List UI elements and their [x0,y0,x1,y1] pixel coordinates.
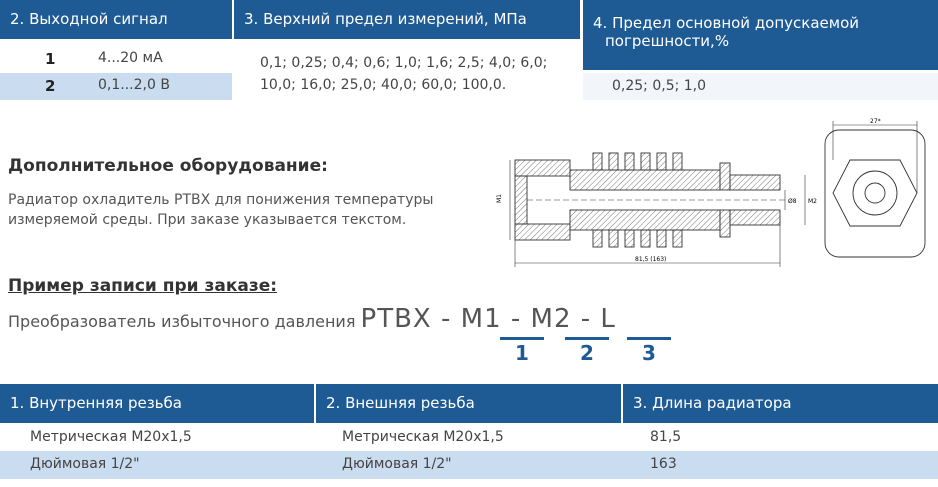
upper-limit-values [260,52,547,96]
upper-limit-line1: 0,1; 0,25; 0,4; 0,6; 1,0; 1,6; 2,5; 4,0; 6,0; [260,55,548,71]
code-index-2: 2 [580,341,594,365]
output-signal-row-1 [0,46,232,73]
thread-outer-header: 2. Внешняя резьба [316,384,621,423]
error-limit-header [583,0,938,70]
upper-limit-line2: 10,0; 16,0; 25,0; 40,0; 60,0; 100,0. [260,77,507,93]
thread-inner-header: 1. Внутренняя резьба [0,384,314,423]
radiator-drawing [485,115,930,275]
additional-text [8,190,433,230]
order-example-title: Пример записи при заказе: [8,276,278,296]
upper-limit-header: 3. Верхний предел измерений, МПа [234,0,580,39]
error-limit-header-line1: 4. Предел основной допускаемой [593,14,860,32]
code-index-1: 1 [515,341,529,365]
outer-thread-value: Дюймовая 1/2" [342,456,452,472]
dim-m2: M2 [808,198,817,205]
radiator-length-header: 3. Длина радиатора [623,384,938,423]
dim-m1: M1 [496,194,503,203]
error-limit-value: 0,25; 0,5; 1,0 [612,78,707,94]
inner-thread-value: Дюймовая 1/2" [30,456,140,472]
code-underline-1 [500,337,544,340]
row-number: 2 [45,77,56,95]
code-underline-2 [565,337,609,340]
order-code: РТВХ - М1 - М2 - L [360,304,616,334]
dim-length: 81,5 (163) [635,256,667,263]
dim-top: 27* [870,118,881,125]
table-row [0,425,938,451]
output-signal-row-2 [0,73,232,100]
row-number: 1 [45,50,56,68]
outer-thread-value: Метрическая М20х1,5 [342,429,504,445]
code-underline-3 [627,337,671,340]
inner-thread-value: Метрическая М20х1,5 [30,429,192,445]
code-index-3: 3 [642,341,656,365]
additional-title: Дополнительное оборудование: [8,156,328,176]
error-limit-header-line2: погрешности,% [605,32,730,50]
radiator-end-view [825,121,925,257]
signal-value: 0,1...2,0 В [98,77,170,93]
dim-d: Ø8 [788,198,797,205]
order-example-line [8,304,616,334]
signal-value: 4...20 мА [98,50,163,66]
order-prefix: Преобразователь избыточного давления [8,312,361,331]
length-value: 81,5 [650,429,682,445]
additional-line2: измеряемой среды. При заказе указывается текстом. [8,212,407,228]
output-signal-header: 2. Выходной сигнал [0,0,232,39]
additional-line1: Радиатор охладитель РТВХ для понижения температуры [8,192,434,208]
length-value: 163 [650,456,677,472]
radiator-side-view [510,153,805,267]
table-row [0,451,938,479]
